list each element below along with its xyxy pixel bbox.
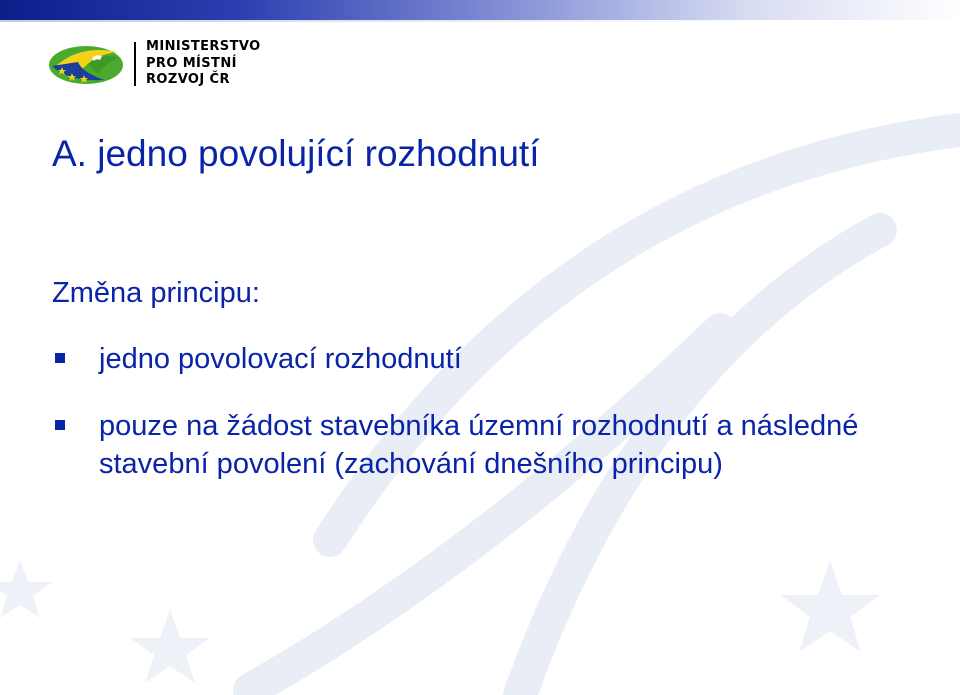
bullet-text: pouze na žádost stavebníka územní rozhodnutí a následné stavební povolení (zachování dnešního principu) [99, 410, 859, 480]
bullet-item [52, 340, 932, 378]
bullet-text: jedno povolovací rozhodnutí [99, 343, 462, 375]
slide-title: A. jedno povolující rozhodnutí [52, 133, 540, 174]
bullet-list [52, 340, 932, 512]
logo-line-2: PRO MÍSTNÍ [146, 55, 237, 71]
bullet-item [52, 407, 932, 483]
slide-subtitle: Změna principu: [52, 277, 260, 309]
logo-line-1: MINISTERSTVO [146, 39, 261, 54]
logo-line-3: ROZVOJ ČR [146, 72, 230, 87]
ministry-emblem-icon [48, 38, 126, 88]
square-bullet-icon [55, 353, 65, 363]
ministry-logo [48, 38, 268, 90]
logo-text [146, 39, 261, 89]
square-bullet-icon [55, 420, 65, 430]
logo-divider [134, 42, 136, 86]
